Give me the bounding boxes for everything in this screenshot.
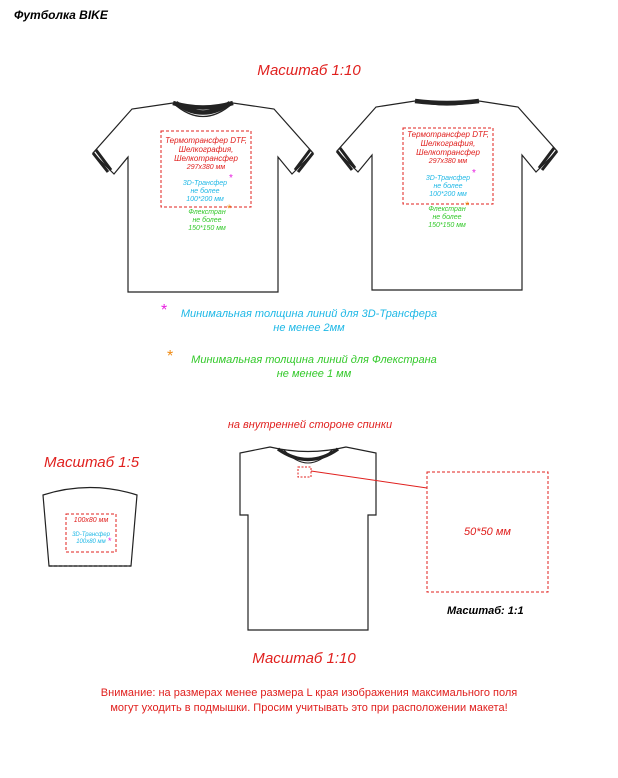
- sleeve-zone-size: 100x80 мм: [73, 517, 109, 524]
- sleeve-3d-name: 3D-Трансфер: [72, 532, 110, 538]
- front-3d-size: 100*200 мм: [186, 196, 224, 204]
- front-3d-line2: не более: [190, 188, 220, 196]
- warning-line2: могут уходить в подмышки. Просим учитывать это при расположении макета!: [110, 702, 508, 714]
- back-flex-name: Флекстран: [428, 206, 466, 213]
- front-3d-asterisk: *: [229, 173, 233, 184]
- front-flex-line2: не более: [192, 217, 222, 225]
- note-flex-line1: Минимальная толщина линий для Флекстрана: [191, 354, 437, 366]
- inner-back-label: на внутренней стороне спинки: [227, 419, 393, 431]
- back-flex-line2: не более: [432, 214, 462, 222]
- bottom-back-shirt-outline: [240, 447, 376, 630]
- front-dtf-line1: Термотрансфер DTF,: [165, 136, 247, 145]
- back-3d-size: 100*200 мм: [429, 191, 467, 199]
- front-dtf-size: 297х380 мм: [186, 163, 226, 171]
- note-3d-line1: Минимальная толщина линий для 3D-Трансфера: [180, 308, 438, 320]
- front-3d-name: 3D-Трансфер: [182, 180, 228, 187]
- back-flex-asterisk: *: [465, 200, 470, 212]
- neck-scale-label: Масштаб: 1:1: [447, 605, 524, 617]
- front-dtf-text: [161, 136, 251, 172]
- back-dtf-text: [403, 130, 493, 166]
- back-flex-size: 150*150 мм: [428, 222, 466, 230]
- front-flex-name: Флекстран: [188, 209, 226, 216]
- back-3d-line2: не более: [433, 183, 463, 191]
- sleeve-3d-asterisk: *: [108, 536, 112, 546]
- page-title: Футболка BIKE: [14, 8, 108, 22]
- back-flex-text: [412, 206, 482, 230]
- front-flex-size: 150*150 мм: [188, 225, 226, 233]
- note-flex-asterisk: *: [167, 348, 174, 365]
- back-3d-name: 3D-Трансфер: [425, 175, 471, 182]
- note-3d-line2: не менее 2мм: [273, 322, 345, 334]
- front-dtf-line2: Шелкография,: [178, 145, 234, 155]
- neck-label-size: 50*50 мм: [464, 526, 511, 538]
- back-3d-asterisk: *: [472, 168, 476, 179]
- note-flex: [155, 353, 473, 381]
- front-dtf-line3: Шелкотрансфер: [174, 154, 238, 164]
- front-flex-text: [172, 209, 242, 233]
- back-dtf-size: 297х380 мм: [428, 157, 468, 165]
- back-dtf-line2: Шелкография,: [420, 139, 476, 149]
- sleeve-3d-text: [60, 532, 122, 546]
- note-3d-asterisk: *: [161, 302, 168, 319]
- back-scale-label: Масштаб 1:10: [252, 650, 356, 667]
- back-dtf-line3: Шелкотрансфер: [416, 148, 480, 158]
- sleeve-outline: [43, 488, 137, 567]
- note-flex-line2: не менее 1 мм: [276, 368, 352, 380]
- scale-label-top: Масштаб 1:10: [257, 62, 361, 79]
- back-dtf-line1: Термотрансфер DTF,: [407, 130, 489, 139]
- front-flex-asterisk: *: [227, 203, 232, 215]
- warning-line1: Внимание: на размерах менее размера L края изображения максимального поля: [100, 687, 518, 699]
- note-3d: [150, 307, 468, 335]
- sleeve-3d-size: 100x80 мм: [76, 538, 106, 545]
- sleeve-scale-label: Масштаб 1:5: [44, 454, 140, 471]
- warning-text: [20, 686, 598, 716]
